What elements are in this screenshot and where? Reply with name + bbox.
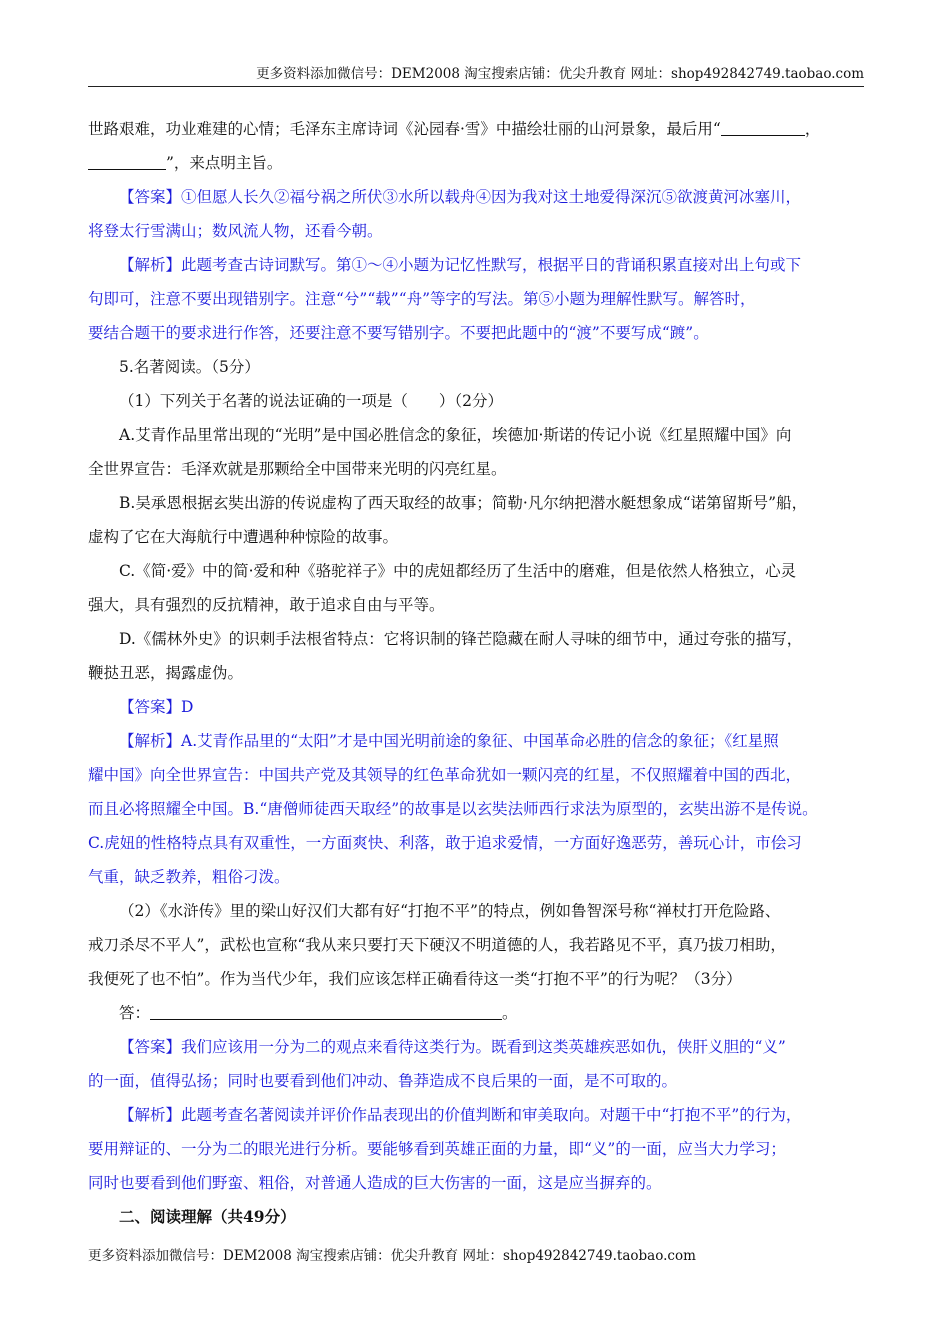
q5-2-analysis-line1: 【解析】此题考查名著阅读并评价作品表现出的价值判断和审美取向。对题干中“打抱不平”的行为， xyxy=(119,1106,802,1124)
option-a-line2: 全世界宣告：毛泽欢就是那颗给全中国带来光明的闪亮红星。 xyxy=(88,460,507,478)
option-b-line1: B.吴承恩根据玄奘出游的传说虚构了西天取经的故事；简勒·凡尔纳把潜水艇想象成“诺第留斯号”船， xyxy=(119,494,808,512)
q5-title: 5.名著阅读。（5分） xyxy=(119,358,260,376)
answer-blank xyxy=(721,119,805,136)
q4-tail-comma: ， xyxy=(804,120,821,138)
q4-tail-line2 xyxy=(88,146,864,180)
q5-1-analysis-line3: 而且必将照耀全中国。B.“唐僧师徒西天取经”的故事是以玄奘法师西行求法为原型的，玄奘出游不是传说。 xyxy=(88,800,818,818)
q5-sub2-line2: 戒刀杀尽不平人”，武松也宣称“我从来只要打天下硬汉不明道德的人，我若路见不平，真乃拔刀相助， xyxy=(88,936,786,954)
option-b-line2: 虚构了它在大海航行中遭遇种种惊险的故事。 xyxy=(88,528,399,546)
q4-analysis-line2: 句即可，注意不要出现错别字。注意“兮”“载”“舟”等字的写法。第⑤小题为理解性默写。解答时， xyxy=(88,290,756,308)
q5-sub1: （1）下列关于名著的说法证确的一项是（ ）（2分） xyxy=(119,392,503,410)
header-divider xyxy=(88,86,864,87)
answer-blank xyxy=(88,153,166,170)
q5-2-answer-line1: 【答案】我们应该用一分为二的观点来看待这类行为。既看到这类英雄疾恶如仇，侠肝义胆的“义” xyxy=(119,1038,786,1056)
q5-2-answer-line2: 的一面，值得弘扬；同时也要看到他们冲动、鲁莽造成不良后果的一面，是不可取的。 xyxy=(88,1072,678,1090)
q5-2-analysis-line3: 同时也要看到他们野蛮、粗俗，对普通人造成的巨大伤害的一面，这是应当摒弃的。 xyxy=(88,1174,662,1192)
q5-sub2-line3: 我便死了也不怕”。作为当代少年，我们应该怎样正确看待这一类“打抱不平”的行为呢？（3分） xyxy=(88,970,742,988)
q5-sub2-line1: （2）《水浒传》里的梁山好汉们大都有好“打抱不平”的特点，例如鲁智深号称“禅杖打开危险路、 xyxy=(119,902,781,920)
q4-answer-line2: 将登太行雪满山；数风流人物，还看今朝。 xyxy=(88,222,383,240)
q5-2-analysis-line2: 要用辩证的、一分为二的眼光进行分析。要能够看到英雄正面的力量，即“义”的一面，应当大力学习； xyxy=(88,1140,786,1158)
q5-1-analysis-line1: 【解析】A.艾青作品里的“太阳”才是中国光明前途的象征、中国革命必胜的信念的象征；《红星照 xyxy=(119,732,779,750)
q4-answer-line1: 【答案】①但愿人长久②福兮祸之所伏③水所以载舟④因为我对这土地爱得深沉⑤欲渡黄河冰塞川， xyxy=(119,188,802,206)
q4-tail-text: 世路艰难，功业难建的心情；毛泽东主席诗词《沁园春·雪》中描绘壮丽的山河景象，最后用“ xyxy=(88,120,721,138)
q5-1-analysis-line2: 耀中国》向全世界宣告：中国共产党及其领导的红色革命犹如一颗闪亮的红星，不仅照耀着中国的西北， xyxy=(88,766,802,784)
answer-label: 答： xyxy=(119,1004,151,1022)
option-a-line1: A.艾青作品里常出现的“光明”是中国必胜信念的象征，埃德加·斯诺的传记小说《红星照耀中国》向 xyxy=(119,426,792,444)
option-c-line2: 强大，具有强烈的反抗精神，敢于追求自由与平等。 xyxy=(88,596,445,614)
q5-1-analysis-line5: 气重，缺乏教养，粗俗刁泼。 xyxy=(88,868,290,886)
q4-tail-end: ”，来点明主旨。 xyxy=(166,154,283,172)
q4-analysis-line1: 【解析】此题考查古诗词默写。第①～④小题为记忆性默写，根据平日的背诵积累直接对出上句或下 xyxy=(119,256,802,274)
q4-tail-line1 xyxy=(88,112,864,146)
q4-analysis-line3: 要结合题干的要求进行作答，还要注意不要写错别字。不要把此题中的“渡”不要写成“踱”。 xyxy=(88,324,709,342)
option-c-line1: C.《简·爱》中的简·爱和种《骆驼祥子》中的虎妞都经历了生活中的磨难，但是依然人格独立，心灵 xyxy=(119,562,797,580)
answer-field[interactable] xyxy=(150,1003,502,1020)
q5-1-answer: 【答案】D xyxy=(119,698,194,716)
page-content xyxy=(88,112,864,1234)
option-d-line2: 鞭挞丑恶，揭露虚伪。 xyxy=(88,664,244,682)
q5-1-analysis-line4: C.虎妞的性格特点具有双重性，一方面爽快、利落，敢于追求爱情，一方面好逸恶劳，善玩心计，市侩习 xyxy=(88,834,802,852)
section-title: 二、阅读理解（共49分） xyxy=(119,1207,296,1226)
page-header: 更多资料添加微信号：DEM2008 淘宝搜索店铺：优尖升教育 网址：shop492842749.taobao.com xyxy=(256,66,864,82)
option-d-line1: D.《儒林外史》的识刺手法根省特点：它将识制的锋芒隐藏在耐人寻味的细节中，通过夸张的描写， xyxy=(119,630,803,648)
answer-end: 。 xyxy=(502,1004,518,1022)
page-footer: 更多资料添加微信号：DEM2008 淘宝搜索店铺：优尖升教育 网址：shop492842749.taobao.com xyxy=(88,1248,696,1264)
answer-line xyxy=(88,996,864,1030)
